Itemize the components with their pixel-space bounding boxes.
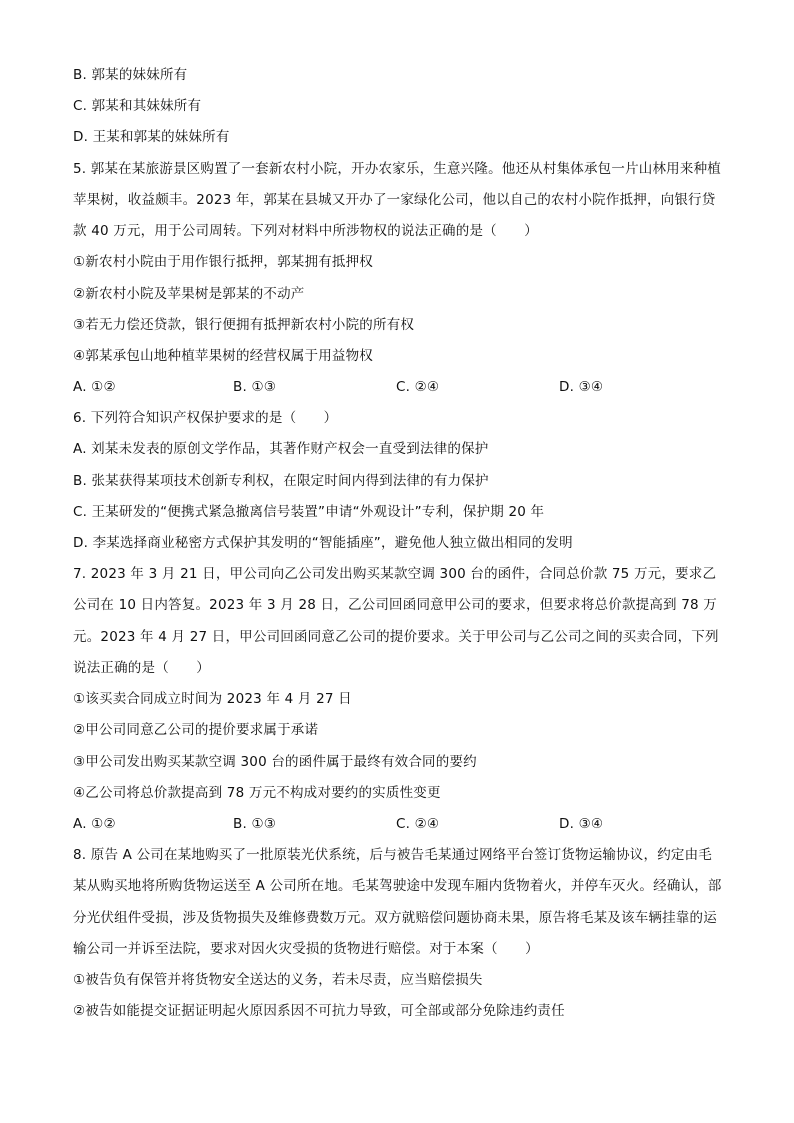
- q7-option-b: B. ①③: [233, 815, 277, 832]
- q6-stem: 6. 下列符合知识产权保护要求的是（ ）: [73, 410, 338, 427]
- q6-option-c: C. 王某研发的“便携式紧急撤离信号装置”申请“外观设计”专利，保护期 20 年: [73, 503, 545, 520]
- q5-option-b: B. ①③: [233, 379, 277, 396]
- q5-option-a: A. ①②: [73, 379, 116, 396]
- q5-option-c: C. ②④: [396, 379, 440, 396]
- q7-options: [73, 813, 723, 836]
- q8-item-2: ②被告如能提交证据证明起火原因系因不可抗力导致，可全部或部分免除违约责任: [73, 1003, 565, 1020]
- q4-option-d: D. 王某和郭某的妹妹所有: [73, 129, 230, 146]
- q5-item-4: ④郭某承包山地种植苹果树的经营权属于用益物权: [73, 347, 374, 364]
- q5-item-3: ③若无力偿还贷款，银行便拥有抵押新农村小院的所有权: [73, 316, 415, 333]
- q4-option-c: C. 郭某和其妹妹所有: [73, 98, 202, 115]
- q7-option-a: A. ①②: [73, 815, 116, 832]
- q8-stem: 8. 原告 A 公司在某地购买了一批原装光伏系统，后与被告毛某通过网络平台签订货物运输协议，约定由毛某从购买地将所购货物运送至 A 公司所在地。毛某驾驶途中发现车厢内货物着火，并停车灭火。经确认，部分光伏组件受损，涉及货物损失及维修费数万元。双方就赔偿问题协商未果，原告将毛某及该车辆挂靠的运输公司一并诉至法院，要求对因火灾受损的货物进行赔偿。对于本案（ ）: [73, 847, 722, 957]
- document-page: [73, 64, 723, 1032]
- q8-item-1: ①被告负有保管并将货物安全送达的义务，若未尽责，应当赔偿损失: [73, 972, 483, 989]
- q7-option-c: C. ②④: [396, 815, 440, 832]
- q7-item-1: ①该买卖合同成立时间为 2023 年 4 月 27 日: [73, 691, 352, 708]
- q7-item-2: ②甲公司同意乙公司的提价要求属于承诺: [73, 722, 319, 739]
- q7-item-3: ③甲公司发出购买某款空调 300 台的函件属于最终有效合同的要约: [73, 753, 477, 770]
- q5-item-1: ①新农村小院由于用作银行抵押，郭某拥有抵押权: [73, 254, 374, 271]
- q7-stem: 7. 2023 年 3 月 21 日，甲公司向乙公司发出购买某款空调 300 台的函件，合同总价款 75 万元，要求乙公司在 10 日内答复。2023 年 3 月 28 日，乙公司回函同意甲公司的要求，但要求将总价款提高到 78 万元。2023 年 4 月 27 日，甲公司回函同意乙公司的提价要求。关于甲公司与乙公司之间的买卖合同，下列说法正确的是（ ）: [73, 566, 719, 676]
- q4-option-b: B. 郭某的妹妹所有: [73, 67, 188, 83]
- q5-stem: 5. 郭某在某旅游景区购置了一套新农村小院，开办农家乐，生意兴隆。他还从村集体承包一片山林用来种植苹果树，收益颇丰。2023 年，郭某在县城又开办了一家绿化公司，他以自己的农村小院作抵押，向银行贷款 40 万元，用于公司周转。下列对材料中所涉物权的说法正确的是（ ）: [73, 160, 721, 239]
- q5-item-2: ②新农村小院及苹果树是郭某的不动产: [73, 285, 305, 302]
- q5-option-d: D. ③④: [559, 379, 604, 396]
- q6-option-d: D. 李某选择商业秘密方式保护其发明的“智能插座”，避免他人独立做出相同的发明: [73, 535, 573, 552]
- q6-option-a: A. 刘某未发表的原创文学作品，其著作财产权会一直受到法律的保护: [73, 441, 489, 458]
- q7-option-d: D. ③④: [559, 815, 604, 832]
- q6-option-b: B. 张某获得某项技术创新专利权，在限定时间内得到法律的有力保护: [73, 472, 489, 489]
- q7-item-4: ④乙公司将总价款提高到 78 万元不构成对要约的实质性变更: [73, 784, 441, 801]
- q5-options: [73, 376, 723, 399]
